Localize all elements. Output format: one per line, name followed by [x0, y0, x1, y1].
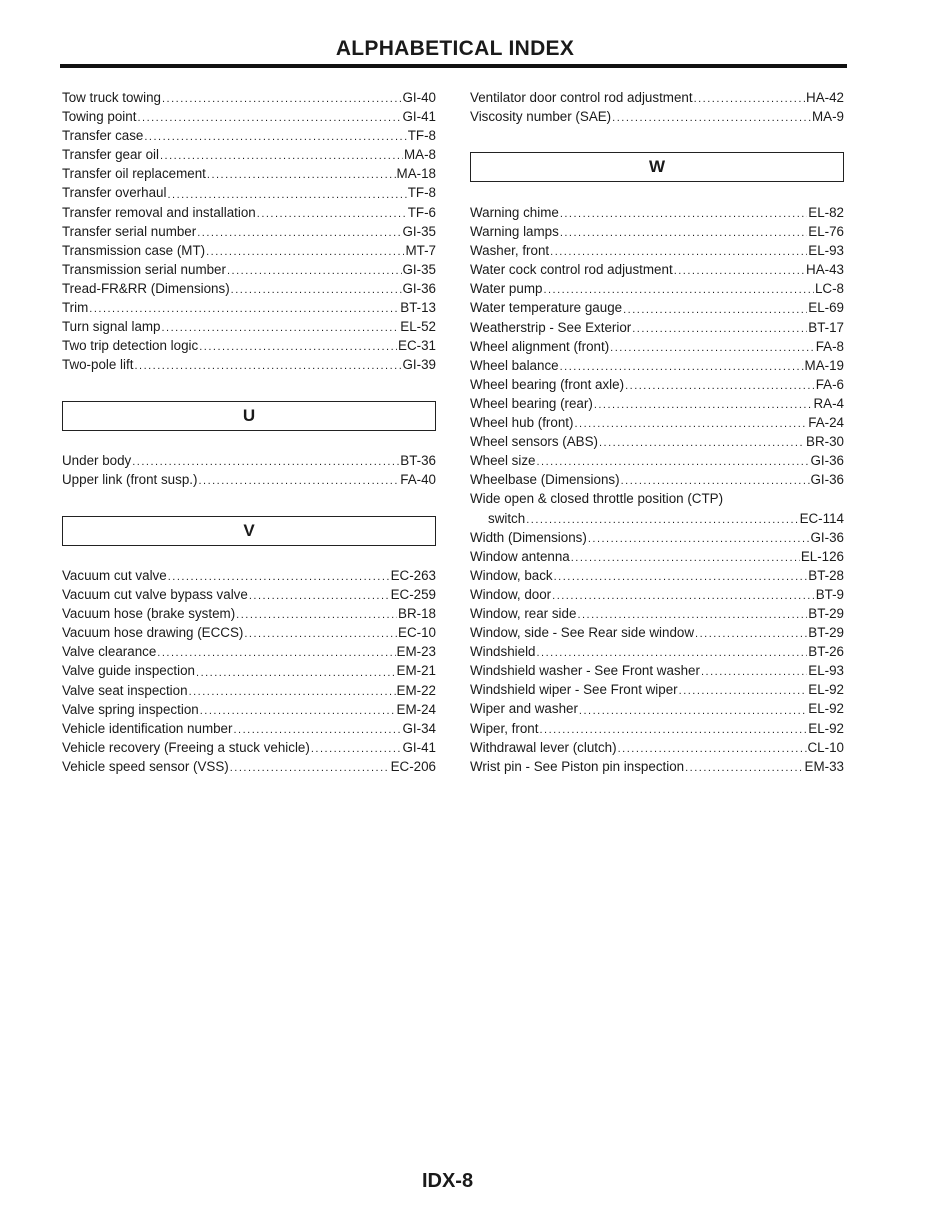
entry-ref: EL-92 [808, 682, 844, 698]
section-header-v [62, 516, 436, 546]
index-entry [62, 623, 436, 642]
index-entry [62, 183, 436, 202]
leader-dots [618, 741, 807, 757]
entry-ref: EL-69 [808, 300, 844, 316]
entry-text: Turn signal lamp [62, 319, 161, 335]
entry-ref: BT-13 [400, 300, 436, 316]
entry-ref: EM-21 [396, 663, 436, 679]
index-entry [62, 126, 436, 145]
entry-text: Wheel size [470, 453, 536, 469]
entry-ref: MA-19 [804, 357, 844, 373]
index-entry [62, 317, 436, 336]
entry-ref: FA-40 [400, 472, 436, 488]
entry-ref: EL-126 [800, 548, 844, 564]
entry-text: Wheel alignment (front) [470, 338, 610, 354]
index-entry [470, 356, 844, 375]
entry-text: Transmission serial number [62, 261, 226, 277]
index-entry [62, 203, 436, 222]
entry-text: Vehicle speed sensor (VSS) [62, 758, 229, 774]
title-rule [60, 64, 847, 68]
leader-dots [612, 110, 811, 126]
entry-text: Withdrawal lever (clutch) [470, 739, 617, 755]
leader-dots [537, 645, 808, 661]
entry-ref: EM-33 [804, 758, 844, 774]
index-entry [62, 145, 436, 164]
index-entry [470, 680, 844, 699]
index-entry [62, 298, 436, 317]
entry-text: Washer, front [470, 243, 550, 259]
index-entry [470, 394, 844, 413]
index-entry [62, 107, 436, 126]
entry-ref: BR-18 [398, 606, 436, 622]
entry-ref: EC-263 [390, 568, 436, 583]
entry-text: Warning lamps [470, 224, 559, 240]
leader-dots [167, 187, 406, 203]
entry-ref: MA-18 [396, 166, 436, 182]
entry-ref: GI-36 [810, 453, 844, 469]
entry-ref: FA-8 [815, 338, 844, 354]
leader-dots [199, 339, 397, 355]
index-entry [470, 623, 844, 642]
index-entry [62, 719, 436, 738]
index-entry [62, 700, 436, 719]
index-entry [470, 203, 844, 222]
entry-ref: TF-6 [407, 204, 436, 220]
entry-ref: GI-39 [402, 357, 436, 373]
entry-text: Weatherstrip - See Exterior [470, 319, 632, 335]
leader-dots [134, 358, 401, 374]
leader-dots [579, 703, 807, 719]
entry-text: Water cock control rod adjustment [470, 262, 673, 278]
entry-text: Transfer overhaul [62, 185, 167, 201]
index-entry [62, 681, 436, 700]
entry-text: Transfer case [62, 128, 144, 144]
entry-ref: MA-8 [404, 147, 436, 163]
entry-ref: EC-259 [390, 587, 436, 603]
left-column [62, 88, 436, 374]
section-letter-u: U [242, 406, 256, 425]
leader-dots [257, 206, 407, 222]
leader-dots [599, 435, 805, 451]
entry-ref: EL-76 [808, 224, 844, 240]
entry-ref: BT-36 [400, 453, 436, 468]
index-entry-wide-open-line2 [470, 509, 844, 528]
leader-dots [552, 588, 815, 604]
index-entry [470, 642, 844, 661]
index-entry [62, 279, 436, 298]
entry-ref: RA-4 [813, 395, 844, 411]
index-entry [470, 432, 844, 451]
entry-text: Under body [62, 453, 132, 468]
section-header-u [62, 401, 436, 431]
index-entry [470, 547, 844, 566]
index-entry [470, 528, 844, 547]
entry-ref: BT-29 [808, 625, 844, 641]
index-entry [62, 336, 436, 355]
entry-ref: FA-6 [815, 376, 844, 392]
leader-dots [189, 684, 396, 700]
page-title: ALPHABETICAL INDEX [335, 37, 575, 60]
index-entry [470, 298, 844, 317]
entry-ref: EC-114 [799, 510, 844, 526]
entry-text: Water pump [470, 281, 543, 297]
entry-text: Wheel sensors (ABS) [470, 434, 598, 450]
leader-dots [233, 722, 401, 738]
entry-text: Transfer removal and installation [62, 204, 256, 220]
index-list-w2 [470, 528, 844, 776]
entry-ref: GI-36 [402, 280, 436, 296]
entry-text: Wheelbase (Dimensions) [470, 472, 620, 488]
index-entry [62, 355, 436, 374]
entry-ref: GI-34 [402, 720, 436, 736]
entry-text: Vacuum cut valve bypass valve [62, 587, 248, 603]
entry-ref: GI-40 [402, 90, 436, 105]
entry-ref: EC-206 [390, 758, 436, 774]
entry-ref: EL-92 [808, 701, 844, 717]
index-entry [470, 88, 844, 107]
entry-text: Vacuum hose (brake system) [62, 606, 236, 622]
entry-text: Wheel hub (front) [470, 415, 574, 431]
leader-dots [560, 206, 807, 222]
entry-text: Towing point [62, 109, 137, 125]
leader-dots [137, 110, 401, 126]
entry-ref: LC-8 [814, 281, 844, 297]
section-letter-v: V [243, 521, 255, 540]
entry-text: Windshield [470, 644, 536, 660]
leader-dots [162, 320, 400, 336]
entry-text: Wiper, front [470, 720, 539, 736]
entry-text: Wheel bearing (front axle) [470, 376, 625, 392]
leader-dots [236, 607, 397, 623]
leader-dots [144, 129, 406, 145]
index-entry [470, 738, 844, 757]
index-entry [470, 222, 844, 241]
left-column-u [62, 451, 436, 489]
index-list-v [62, 566, 436, 776]
index-entry [470, 375, 844, 394]
leader-dots [244, 626, 397, 642]
leader-dots [89, 301, 399, 317]
entry-text: Tow truck towing [62, 90, 161, 105]
entry-text: Window antenna [470, 548, 570, 564]
leader-dots [571, 550, 800, 566]
index-entry [62, 738, 436, 757]
index-entry [470, 241, 844, 260]
entry-text: Width (Dimensions) [470, 529, 587, 545]
entry-ref: BT-26 [808, 644, 844, 660]
index-entry [470, 107, 844, 126]
entry-ref: HA-42 [806, 90, 844, 105]
entry-text: Transfer serial number [62, 223, 197, 239]
leader-dots [160, 148, 403, 164]
leader-dots [623, 302, 807, 318]
entry-text: Valve clearance [62, 644, 157, 660]
index-entry [62, 88, 436, 107]
index-entry [62, 585, 436, 604]
section-letter-w: W [648, 157, 666, 176]
entry-ref: BT-29 [808, 605, 844, 621]
leader-dots [588, 531, 810, 547]
entry-text: Warning chime [470, 205, 559, 220]
index-entry [62, 470, 436, 489]
index-entry [62, 241, 436, 260]
index-entry [470, 470, 844, 489]
index-entry [470, 566, 844, 585]
index-entry [62, 604, 436, 623]
left-column-v [62, 566, 436, 776]
index-entry [470, 757, 844, 776]
entry-ref: EL-52 [400, 319, 436, 335]
leader-dots [207, 167, 396, 183]
entry-text: Vehicle identification number [62, 720, 233, 736]
index-list-v-cont [470, 88, 844, 126]
right-column-w [470, 203, 844, 776]
leader-dots [577, 607, 807, 623]
leader-dots [206, 244, 404, 260]
entry-text: Transfer gear oil [62, 147, 159, 163]
leader-dots [610, 340, 815, 356]
entry-text: Wheel balance [470, 357, 559, 373]
entry-text: Valve seat inspection [62, 682, 188, 698]
leader-dots [554, 569, 808, 585]
entry-text: Vacuum cut valve [62, 568, 167, 583]
entry-text: Wiper and washer [470, 701, 578, 717]
entry-ref: GI-35 [402, 223, 436, 239]
page-number: IDX-8 [421, 1170, 474, 1192]
leader-dots [550, 244, 807, 260]
entry-text: Ventilator door control rod adjustment [470, 90, 693, 105]
entry-text: Windshield wiper - See Front wiper [470, 682, 678, 698]
entry-ref: EL-82 [808, 205, 844, 220]
leader-dots [679, 683, 808, 699]
entry-ref: BT-17 [808, 319, 844, 335]
entry-ref: EL-93 [808, 243, 844, 259]
leader-dots [537, 454, 810, 470]
entry-text: Viscosity number (SAE) [470, 109, 612, 125]
entry-ref: MA-9 [812, 109, 844, 125]
leader-dots [311, 741, 402, 757]
index-list-t [62, 88, 436, 374]
entry-ref: GI-35 [402, 261, 436, 277]
index-entry [62, 451, 436, 470]
index-entry [470, 699, 844, 718]
entry-ref: BR-30 [806, 434, 844, 450]
entry-text: switch [488, 510, 526, 526]
entry-ref: EL-92 [808, 720, 844, 736]
index-entry [470, 604, 844, 623]
leader-dots [594, 397, 813, 413]
entry-text: Wheel bearing (rear) [470, 395, 593, 411]
entry-ref: TF-8 [407, 185, 436, 201]
entry-ref: EM-23 [396, 644, 436, 660]
entry-text: Window, rear side [470, 605, 577, 621]
index-entry [62, 757, 436, 776]
leader-dots [157, 645, 395, 661]
index-entry [62, 661, 436, 680]
leader-dots [249, 588, 390, 604]
index-entry [470, 719, 844, 738]
entry-ref: MT-7 [405, 242, 436, 258]
right-column-v [470, 88, 844, 126]
leader-dots [695, 626, 807, 642]
entry-text: Valve spring inspection [62, 701, 199, 717]
entry-ref: GI-41 [402, 109, 436, 125]
entry-ref: BT-9 [815, 586, 844, 602]
leader-dots [560, 225, 807, 241]
leader-dots [227, 263, 402, 279]
entry-text: Window, side - See Rear side window [470, 625, 695, 641]
leader-dots [526, 512, 798, 528]
entry-text: Trim [62, 300, 89, 316]
leader-dots [168, 569, 390, 585]
leader-dots [198, 473, 399, 489]
entry-ref: GI-41 [402, 739, 436, 755]
entry-text: Window, door [470, 586, 552, 602]
entry-text: Transmission case (MT) [62, 242, 206, 258]
entry-text: Upper link (front susp.) [62, 472, 198, 488]
leader-dots [621, 473, 810, 489]
entry-ref: EC-10 [398, 625, 436, 641]
leader-dots [230, 760, 390, 776]
entry-text: Vehicle recovery (Freeing a stuck vehicle) [62, 739, 310, 755]
leader-dots [162, 91, 402, 107]
index-entry [470, 413, 844, 432]
entry-ref: FA-24 [808, 415, 844, 431]
leader-dots [196, 665, 396, 681]
leader-dots [574, 416, 807, 432]
index-entry [62, 642, 436, 661]
index-entry-wide-open-line1: Wide open & closed throttle position (CTP) [470, 491, 724, 507]
leader-dots [632, 321, 807, 337]
leader-dots [674, 263, 805, 279]
entry-ref: EM-22 [396, 682, 436, 698]
index-entry [470, 337, 844, 356]
leader-dots [701, 664, 807, 680]
index-entry [62, 260, 436, 279]
leader-dots [200, 703, 396, 719]
entry-text: Two trip detection logic [62, 338, 199, 354]
index-entry [470, 318, 844, 337]
index-entry [62, 566, 436, 585]
entry-text: Two-pole lift [62, 357, 134, 373]
entry-ref: EL-93 [808, 663, 844, 679]
leader-dots [197, 225, 401, 241]
leader-dots [539, 722, 807, 738]
entry-text: Transfer oil replacement [62, 166, 206, 182]
leader-dots [543, 282, 814, 298]
entry-text: Vacuum hose drawing (ECCS) [62, 625, 244, 641]
entry-ref: TF-8 [407, 128, 436, 144]
index-entry [470, 585, 844, 604]
entry-text: Window, back [470, 567, 553, 583]
index-entry [62, 222, 436, 241]
leader-dots [560, 359, 804, 375]
entry-text: Water temperature gauge [470, 300, 623, 316]
index-entry [470, 451, 844, 470]
entry-text: Tread-FR&RR (Dimensions) [62, 280, 230, 296]
leader-dots [132, 454, 399, 470]
entry-text: Windshield washer - See Front washer [470, 663, 700, 679]
entry-ref: EM-24 [396, 701, 436, 717]
entry-ref: CL-10 [807, 739, 844, 755]
index-list-w1 [470, 203, 844, 489]
entry-ref: EC-31 [398, 338, 436, 354]
index-entry [470, 260, 844, 279]
entry-ref: HA-43 [806, 262, 844, 278]
entry-ref: BT-28 [808, 567, 844, 583]
index-list-u [62, 451, 436, 489]
leader-dots [685, 760, 803, 776]
section-header-w [470, 152, 844, 182]
leader-dots [231, 282, 402, 298]
index-entry [62, 164, 436, 183]
index-entry [470, 661, 844, 680]
leader-dots [625, 378, 815, 394]
entry-text: Valve guide inspection [62, 663, 196, 679]
entry-ref: GI-36 [810, 529, 844, 545]
entry-text: Wrist pin - See Piston pin inspection [470, 758, 685, 774]
leader-dots [694, 91, 805, 107]
index-entry [470, 279, 844, 298]
entry-ref: GI-36 [810, 472, 844, 488]
